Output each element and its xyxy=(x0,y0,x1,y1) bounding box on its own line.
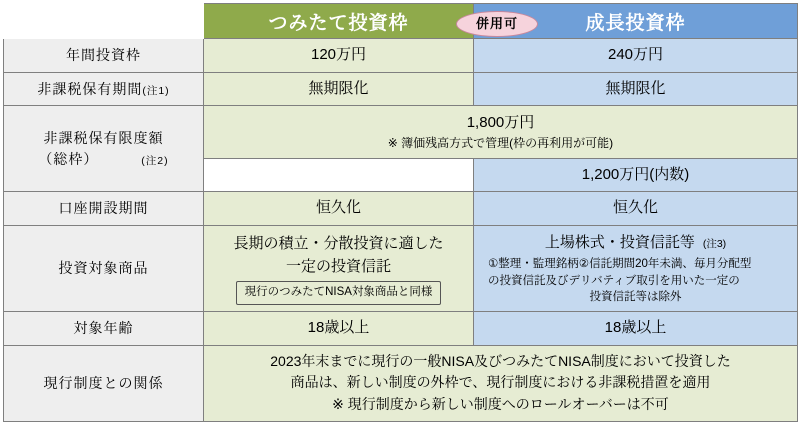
cell-text-sub3: 投資信託等は除外 xyxy=(589,291,682,304)
cell-text-line2: 商品は、新しい制度の外枠で、現行制度における非課税措置を適用 xyxy=(290,374,711,391)
cell-lifetime-limit-merged xyxy=(204,106,798,159)
cell-text-main: 1,800万円 xyxy=(466,114,535,131)
cell-text: 無期限化 xyxy=(605,79,666,97)
cell-seicho-annual-limit xyxy=(474,39,798,73)
cell-text-line2: 一定の投資信託 xyxy=(285,258,391,276)
row-label-text: 対象年齢 xyxy=(73,320,134,337)
cell-text: 240万円 xyxy=(607,46,664,63)
cell-tsumitate-account-period xyxy=(204,192,474,226)
cell-tsumitate-eligible-age xyxy=(204,312,474,346)
cell-text-line1: 2023年末までに現行の一般NISA及びつみたてNISA制度において投資した xyxy=(270,352,731,369)
row-label-note: (注2) xyxy=(141,154,169,167)
table-row xyxy=(4,39,798,73)
cell-text: 1,200万円(内数) xyxy=(581,165,690,183)
cell-text: 恒久化 xyxy=(315,199,361,217)
row-label-lifetime-limit xyxy=(4,106,204,192)
cell-text-line1: 上場株式・投資信託等 xyxy=(544,233,695,251)
row-label-text: 投資対象商品 xyxy=(58,260,149,277)
cell-seicho-eligible-age xyxy=(474,312,798,346)
row-label-eligible-age xyxy=(4,312,204,346)
table-header-row xyxy=(4,4,798,39)
cell-text-note: (注3) xyxy=(702,237,727,250)
heiyo-ka-badge: 併用可 xyxy=(456,11,538,37)
cell-text: 120万円 xyxy=(310,46,367,63)
table-row xyxy=(4,225,798,311)
header-blank-cell xyxy=(4,4,204,39)
cell-current-system-relation-merged xyxy=(204,345,798,421)
row-label-text: 現行制度との関係 xyxy=(43,374,164,391)
table-row xyxy=(4,345,798,421)
cell-tsumitate-holding-period xyxy=(204,72,474,106)
row-label-text-line2: （総枠） xyxy=(38,150,99,167)
table-row xyxy=(4,72,798,106)
cell-text-sub2: の投資信託及びデリバティブ取引を用いた一定の xyxy=(488,274,740,287)
cell-text-line1: 長期の積立・分散投資に適した xyxy=(233,234,444,252)
cell-seicho-account-period xyxy=(474,192,798,226)
table-row xyxy=(4,312,798,346)
cell-tsumitate-annual-limit xyxy=(204,39,474,73)
header-seicho-cell: 成長投資枠 xyxy=(474,4,798,39)
cell-text-boxed-note: 現行のつみたてNISA対象商品と同様 xyxy=(236,281,442,305)
cell-text: 無期限化 xyxy=(308,79,369,97)
cell-text-sub1: ①整理・監理銘柄②信託期間20年未満、毎月分配型 xyxy=(488,258,752,271)
row-label-eligible-products xyxy=(4,225,204,311)
row-label-account-period xyxy=(4,192,204,226)
cell-tsumitate-eligible-products xyxy=(204,225,474,311)
row-label-note: (注1) xyxy=(142,84,170,97)
cell-seicho-eligible-products xyxy=(474,225,798,311)
cell-seicho-lifetime-sub xyxy=(474,158,798,192)
table-row xyxy=(4,106,798,159)
cell-tsumitate-lifetime-blank xyxy=(204,158,474,192)
nisa-comparison-table xyxy=(3,3,798,422)
row-label-text: 非課税保有期間 xyxy=(37,80,143,97)
row-label-holding-period xyxy=(4,72,204,106)
cell-text-line3: ※ 現行制度から新しい制度へのロールオーバーは不可 xyxy=(332,395,669,412)
cell-text-sub: ※ 簿価残高方式で管理(枠の再利用が可能) xyxy=(387,136,614,151)
row-label-text: 年間投資枠 xyxy=(66,47,141,64)
nisa-comparison-sheet xyxy=(0,3,800,431)
cell-seicho-holding-period xyxy=(474,72,798,106)
row-label-annual-limit xyxy=(4,39,204,73)
header-tsumitate-cell: つみたて投資枠 xyxy=(204,4,474,39)
row-label-text: 口座開設期間 xyxy=(58,200,149,217)
row-label-current-system-relation xyxy=(4,345,204,421)
cell-text: 恒久化 xyxy=(612,199,658,217)
row-label-text: 非課税保有限度額 xyxy=(43,130,164,147)
cell-text: 18歳以上 xyxy=(307,319,370,337)
table-row xyxy=(4,192,798,226)
cell-text: 18歳以上 xyxy=(604,319,667,337)
